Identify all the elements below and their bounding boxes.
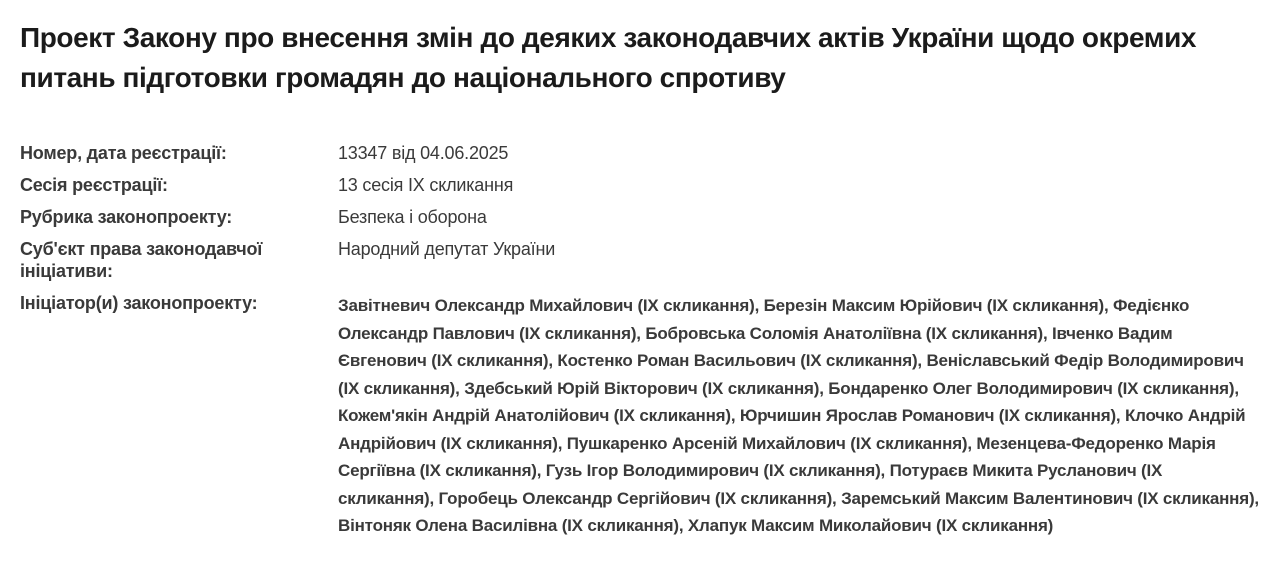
field-label-initiative-subject: Суб'єкт права законодавчої ініціативи: (20, 239, 263, 281)
field-value-rubric: Безпека і оборона (338, 207, 487, 227)
field-label-registration-number: Номер, дата реєстрації: (20, 143, 227, 163)
page-title: Проект Закону про внесення змін до деяких законодавчих актів України щодо окремих питань підготовки громадян до національного спротиву (20, 22, 1197, 93)
field-label-rubric: Рубрика законопроекту: (20, 207, 233, 227)
bill-fields-table (20, 142, 1260, 540)
field-label-initiators: Ініціатор(и) законопроекту: (20, 293, 258, 313)
field-value-registration-number: 13347 від 04.06.2025 (338, 143, 509, 163)
field-value-initiators: Завітневич Олександр Михайлович (ІХ скликання), Березін Максим Юрійович (ІХ скликання), Федієнко Олександр Павлович (ІХ скликання), Бобровська Соломія Анатоліївна (ІХ скликання), Івченко Вадим Євгенович (ІХ скликання), Костенко Роман Васильович (ІХ скликання), Веніславський Федір Володимирович (ІХ скликання), Здебський Юрій Вікторович (ІХ скликання), Бондаренко Олег Володимирович (ІХ скликання), Кожем'якін Андрій Анатолійович (ІХ скликання), Юрчишин Ярослав Романович (ІХ скликання), Клочко Андрій Андрійович (ІХ скликання), Пушкаренко Арсеній Михайлович (ІХ скликання), Мезенцева-Федоренко Марія Сергіївна (ІХ скликання), Гузь Ігор Володимирович (ІХ скликання), Потураєв Микита Русланович (ІХ скликання), Горобець Олександр Сергійович (ІХ скликання), Заремський Максим Валентинович (ІХ скликання), Вінтоняк Олена Василівна (ІХ скликання), Хлапук Максим Миколайович (ІХ скликання) (338, 296, 1259, 535)
field-row-initiators (20, 292, 1260, 540)
field-value-session: 13 сесія IX скликання (338, 175, 514, 195)
field-row-registration-number (20, 142, 1260, 164)
field-label-session: Сесія реєстрації: (20, 175, 168, 195)
field-row-rubric (20, 206, 1260, 228)
field-row-initiative-subject (20, 238, 1260, 282)
field-value-initiative-subject: Народний депутат України (338, 239, 556, 259)
field-row-session (20, 174, 1260, 196)
